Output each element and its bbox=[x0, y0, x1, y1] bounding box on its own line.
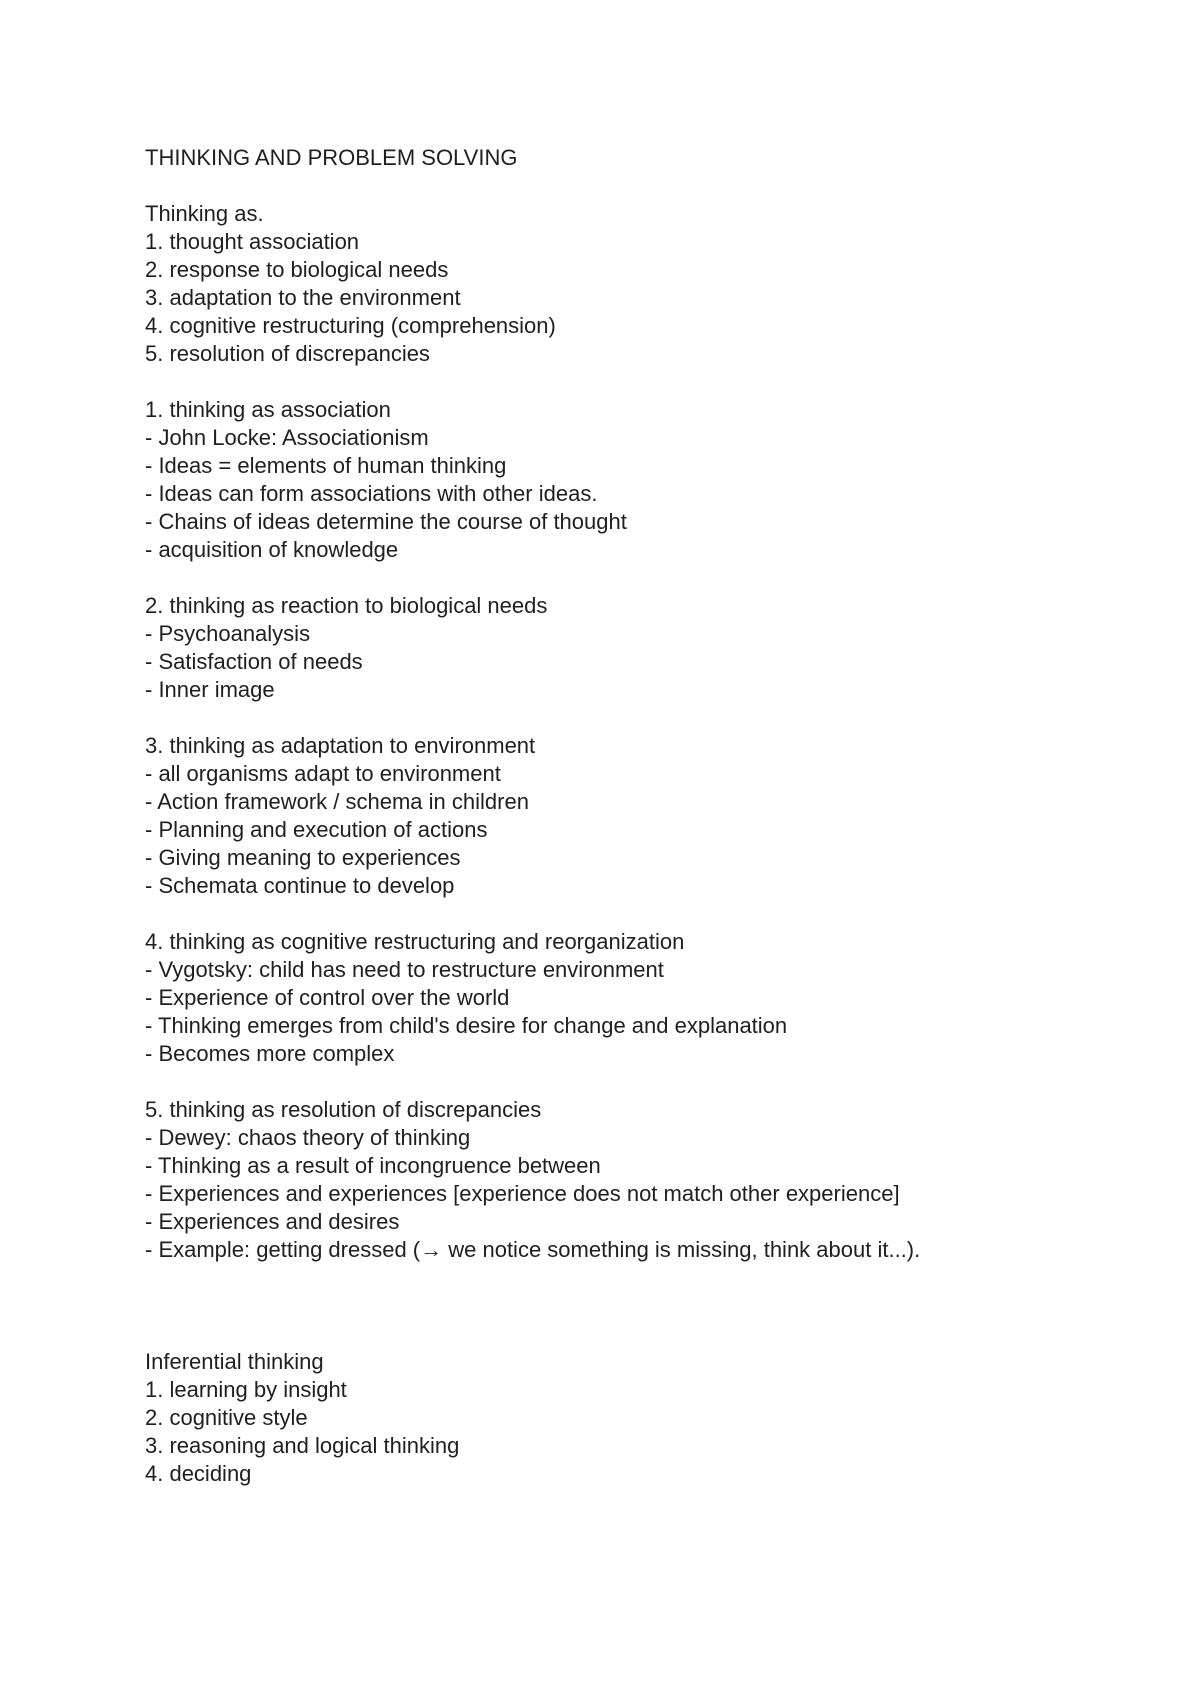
section-point: - Experiences and experiences [experience does not match other experience] bbox=[145, 1181, 900, 1206]
section-heading: 1. thinking as association bbox=[145, 397, 391, 422]
section-point: - Giving meaning to experiences bbox=[145, 845, 461, 870]
document-body bbox=[145, 144, 1145, 1488]
blank-line bbox=[145, 564, 1145, 592]
blank-line bbox=[145, 900, 1145, 928]
intro-heading: Thinking as. bbox=[145, 201, 264, 226]
section-heading: 2. thinking as reaction to biological needs bbox=[145, 593, 548, 618]
blank-lines bbox=[145, 1264, 1145, 1348]
section-point: - Ideas can form associations with other ideas. bbox=[145, 481, 598, 506]
intro-item: 4. cognitive restructuring (comprehension) bbox=[145, 313, 556, 338]
section-heading: 4. thinking as cognitive restructuring and reorganization bbox=[145, 929, 685, 954]
document-title: THINKING AND PROBLEM SOLVING bbox=[145, 145, 518, 170]
blank-line bbox=[145, 368, 1145, 396]
blank-line bbox=[145, 172, 1145, 200]
inferential-item: 2. cognitive style bbox=[145, 1405, 308, 1430]
section-point: - Experience of control over the world bbox=[145, 985, 510, 1010]
inferential-item: 1. learning by insight bbox=[145, 1377, 347, 1402]
section-point: - Vygotsky: child has need to restructure environment bbox=[145, 957, 664, 982]
section-point: - Experiences and desires bbox=[145, 1209, 400, 1234]
blank-line bbox=[145, 1068, 1145, 1096]
section-point: - Satisfaction of needs bbox=[145, 649, 363, 674]
inferential-item: 3. reasoning and logical thinking bbox=[145, 1433, 460, 1458]
section-point: - Becomes more complex bbox=[145, 1041, 395, 1066]
section-point: - Ideas = elements of human thinking bbox=[145, 453, 507, 478]
inferential-item: 4. deciding bbox=[145, 1461, 252, 1486]
section-point: - acquisition of knowledge bbox=[145, 537, 399, 562]
section-point: - Psychoanalysis bbox=[145, 621, 311, 646]
section-point: - all organisms adapt to environment bbox=[145, 761, 501, 786]
section-point: - Planning and execution of actions bbox=[145, 817, 488, 842]
section-point: - Action framework / schema in children bbox=[145, 789, 529, 814]
section-point: - Example: getting dressed (→ we notice something is missing, think about it...). bbox=[145, 1237, 921, 1262]
section-point: - Chains of ideas determine the course of thought bbox=[145, 509, 627, 534]
intro-item: 1. thought association bbox=[145, 229, 360, 254]
section-point: - John Locke: Associationism bbox=[145, 425, 429, 450]
intro-item: 5. resolution of discrepancies bbox=[145, 341, 430, 366]
section-point: - Inner image bbox=[145, 677, 275, 702]
intro-item: 3. adaptation to the environment bbox=[145, 285, 461, 310]
intro-item: 2. response to biological needs bbox=[145, 257, 449, 282]
section-point: - Schemata continue to develop bbox=[145, 873, 455, 898]
inferential-heading: Inferential thinking bbox=[145, 1349, 324, 1374]
section-heading: 3. thinking as adaptation to environment bbox=[145, 733, 536, 758]
section-point: - Thinking as a result of incongruence between bbox=[145, 1153, 601, 1178]
section-point: - Dewey: chaos theory of thinking bbox=[145, 1125, 471, 1150]
section-point: - Thinking emerges from child's desire for change and explanation bbox=[145, 1013, 788, 1038]
section-heading: 5. thinking as resolution of discrepancies bbox=[145, 1097, 542, 1122]
blank-line bbox=[145, 704, 1145, 732]
